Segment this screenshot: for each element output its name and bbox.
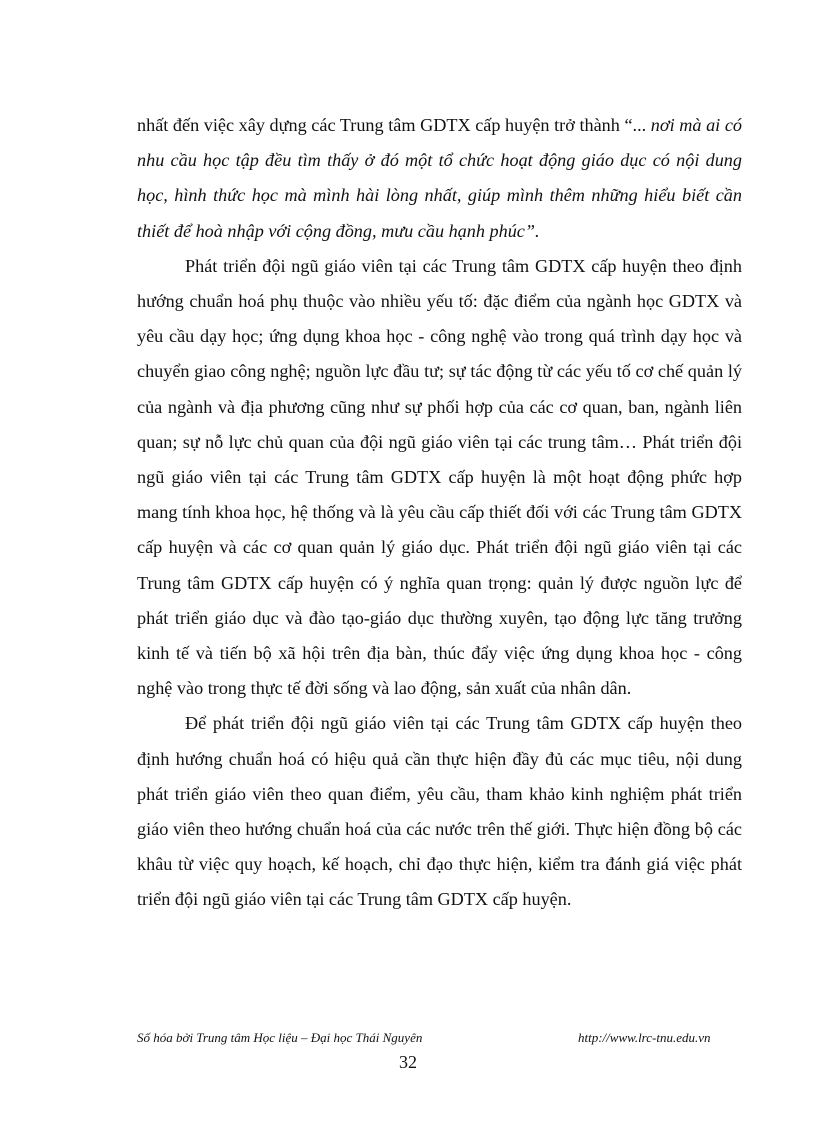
page-number: 32 <box>399 1052 417 1072</box>
footer-digitization-credit: Số hóa bởi Trung tâm Học liệu – Đại học Thái Nguyên <box>137 1030 423 1045</box>
paragraph-continuation <box>137 108 742 249</box>
footer-website-url: http://www.lrc-tnu.edu.vn <box>578 1030 711 1045</box>
paragraph-intro-text: nhất đến việc xây dựng các Trung tâm GDTX cấp huyện trở thành “... <box>137 115 647 135</box>
paragraph-implementation-requirements: Để phát triển đội ngũ giáo viên tại các Trung tâm GDTX cấp huyện theo định hướng chuẩn hoá có hiệu quả cần thực hiện đầy đủ các mục tiêu, nội dung phát triển giáo viên theo quan điểm, yêu cầu, tham khảo kinh nghiệm phát triển giáo viên theo hướng chuẩn hoá của các nước trên thế giới. Thực hiện đồng bộ các khâu từ việc quy hoạch, kế hoạch, chỉ đạo thực hiện, kiểm tra đánh giá việc phát triển đội ngũ giáo viên tại các Trung tâm GDTX cấp huyện. <box>137 713 742 910</box>
body-text <box>137 108 742 918</box>
paragraph-teacher-development-factors: Phát triển đội ngũ giáo viên tại các Trung tâm GDTX cấp huyện theo định hướng chuẩn hoá phụ thuộc vào nhiều yếu tố: đặc điểm của ngành học GDTX và yêu cầu dạy học; ứng dụng khoa học - công nghệ vào trong quá trình dạy học và chuyển giao công nghệ; nguồn lực đầu tư; sự tác động từ các yếu tố cơ chế quản lý của ngành và địa phương cũng như sự phối hợp của các cơ quan, ban, ngành liên quan; sự nỗ lực chủ quan của đội ngũ giáo viên tại các trung tâm… Phát triển đội ngũ giáo viên tại các Trung tâm GDTX cấp huyện là một hoạt động phức hợp mang tính khoa học, hệ thống và là yêu cầu cấp thiết đối với các Trung tâm GDTX cấp huyện và các cơ quan quản lý giáo dục. Phát triển đội ngũ giáo viên tại các Trung tâm GDTX cấp huyện có ý nghĩa quan trọng: quản lý được nguồn lực để phát triển giáo dục và đào tạo-giáo dục thường xuyên, tạo động lực tăng trưởng kinh tế và tiến bộ xã hội trên địa bàn, thúc đẩy việc ứng dụng khoa học - công nghệ vào trong thực tế đời sống và lao động, sản xuất của nhân dân. <box>137 255 742 699</box>
quoted-italic-text: nơi mà ai có nhu cầu học tập đều tìm thấy ở đó một tổ chức hoạt động giáo dục có nội dung học, hình thức học mà mình hài lòng nhất, giúp mình thêm những hiểu biết cần thiết để hoà nhập với cộng đồng, mưu cầu hạnh phúc”. <box>137 115 742 241</box>
